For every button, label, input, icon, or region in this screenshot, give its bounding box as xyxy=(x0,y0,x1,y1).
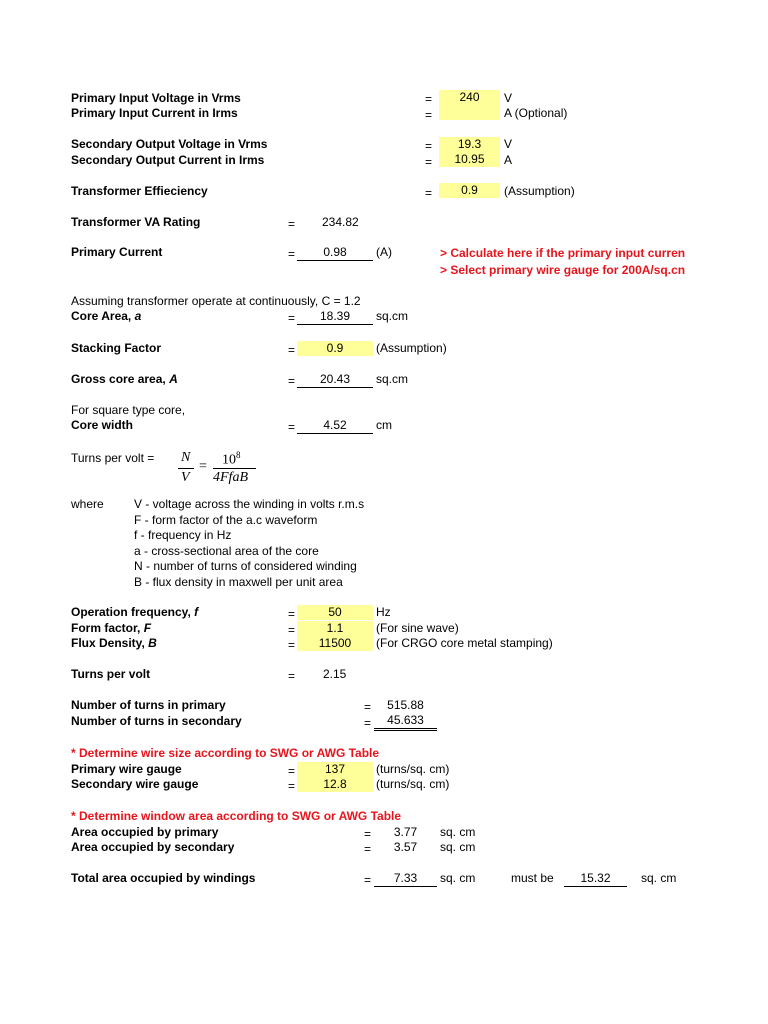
area-primary-unit: sq. cm xyxy=(440,825,476,839)
equals-sign: = xyxy=(288,420,296,434)
operation-frequency-unit: Hz xyxy=(376,605,391,619)
area-secondary-label: Area occupied by secondary xyxy=(71,840,235,854)
operation-frequency-label: Operation frequency, f xyxy=(71,605,199,619)
va-rating-value: 234.82 xyxy=(322,215,359,229)
legend-item: a - cross-sectional area of the core xyxy=(134,544,319,558)
area-primary-value: 3.77 xyxy=(393,825,418,839)
efficiency-unit: (Assumption) xyxy=(504,184,575,198)
legend-item: B - flux density in maxwell per unit area xyxy=(134,575,343,589)
assume-c-note: Assuming transformer operate at continuously, C = 1.2 xyxy=(71,294,361,308)
must-be-unit: sq. cm xyxy=(641,871,677,885)
area-primary-label: Area occupied by primary xyxy=(71,825,219,839)
secondary-voltage-label: Secondary Output Voltage in Vrms xyxy=(71,137,268,151)
secondary-voltage-input[interactable]: 19.3 xyxy=(439,137,500,152)
primary-current-calc-label: Primary Current xyxy=(71,245,163,259)
equals-sign: = xyxy=(288,638,296,652)
equals-sign: = xyxy=(288,374,296,388)
legend-item: F - form factor of the a.c waveform xyxy=(134,513,318,527)
gross-core-area-label: Gross core area, A xyxy=(71,372,178,386)
form-factor-label: Form factor, F xyxy=(71,621,152,635)
turns-per-volt-label: Turns per volt xyxy=(71,667,151,681)
formula-exponent: 8 xyxy=(236,450,241,460)
calc-primary-note: > Calculate here if the primary input curren xyxy=(440,246,686,260)
form-factor-unit: (For sine wave) xyxy=(376,621,459,635)
must-be-value: 15.32 xyxy=(564,871,627,887)
core-width-unit: cm xyxy=(376,418,392,432)
formula-equals: = xyxy=(199,459,207,474)
equals-sign: = xyxy=(288,311,296,325)
equals-sign: = xyxy=(288,247,296,261)
form-factor-input[interactable]: 1.1 xyxy=(297,621,373,636)
primary-current-unit: A (Optional) xyxy=(504,106,568,120)
equals-sign: = xyxy=(288,779,296,793)
turns-secondary-value: 45.633 xyxy=(374,713,437,731)
equals-sign: = xyxy=(288,669,296,683)
formula-fraction-bar xyxy=(213,468,256,469)
equals-sign: = xyxy=(288,607,296,621)
equals-sign: = xyxy=(425,186,433,200)
primary-voltage-label: Primary Input Voltage in Vrms xyxy=(71,91,241,105)
turns-secondary-label: Number of turns in secondary xyxy=(71,714,242,728)
flux-density-unit: (For CRGO core metal stamping) xyxy=(376,636,553,650)
select-gauge-note: > Select primary wire gauge for 200A/sq.cn xyxy=(440,263,686,277)
equals-sign: = xyxy=(364,700,372,714)
secondary-wire-gauge-unit: (turns/sq. cm) xyxy=(376,777,450,791)
efficiency-label: Transformer Effieciency xyxy=(71,184,208,198)
primary-wire-gauge-label: Primary wire gauge xyxy=(71,762,182,776)
formula-fraction-bar xyxy=(178,468,194,469)
primary-current-value: 0.98 xyxy=(297,245,373,261)
equals-sign: = xyxy=(425,155,433,169)
secondary-voltage-unit: V xyxy=(504,137,513,151)
stacking-factor-input[interactable]: 0.9 xyxy=(297,341,373,356)
va-rating-label: Transformer VA Rating xyxy=(71,215,201,229)
gross-core-area-unit: sq.cm xyxy=(376,372,409,386)
turns-per-volt-text: Turns per volt = xyxy=(71,451,155,465)
total-area-label: Total area occupied by windings xyxy=(71,871,256,885)
equals-sign: = xyxy=(364,716,372,730)
wire-size-note: * Determine wire size according to SWG or AWG Table xyxy=(71,746,380,760)
equals-sign: = xyxy=(288,764,296,778)
primary-wire-gauge-unit: (turns/sq. cm) xyxy=(376,762,450,776)
efficiency-input[interactable]: 0.9 xyxy=(439,183,500,198)
square-core-note: For square type core, xyxy=(71,403,186,417)
legend-item: N - number of turns of considered winding xyxy=(134,559,357,573)
turns-per-volt-value: 2.15 xyxy=(323,667,347,681)
primary-current-input[interactable] xyxy=(439,105,500,120)
area-secondary-unit: sq. cm xyxy=(440,840,476,854)
primary-current-calc-unit: (A) xyxy=(376,245,392,259)
turns-per-volt-formula xyxy=(178,448,398,492)
primary-wire-gauge-input[interactable]: 137 xyxy=(297,762,373,777)
core-area-unit: sq.cm xyxy=(376,309,409,323)
formula-lhs-denominator: V xyxy=(181,470,190,485)
primary-current-label: Primary Input Current in Irms xyxy=(71,106,238,120)
core-width-label: Core width xyxy=(71,418,133,432)
turns-primary-value: 515.88 xyxy=(387,698,424,712)
secondary-wire-gauge-label: Secondary wire gauge xyxy=(71,777,199,791)
total-area-unit: sq. cm xyxy=(440,871,476,885)
equals-sign: = xyxy=(288,343,296,357)
total-area-value: 7.33 xyxy=(374,871,437,887)
window-area-note: * Determine window area according to SWG or AWG Table xyxy=(71,809,402,823)
equals-sign: = xyxy=(364,827,372,841)
core-width-value: 4.52 xyxy=(297,418,373,434)
equals-sign: = xyxy=(425,139,433,153)
must-be-label: must be xyxy=(511,871,554,885)
stacking-factor-unit: (Assumption) xyxy=(376,341,447,355)
turns-primary-label: Number of turns in primary xyxy=(71,698,226,712)
secondary-wire-gauge-input[interactable]: 12.8 xyxy=(297,777,373,792)
equals-sign: = xyxy=(364,842,372,856)
formula-rhs-numerator: $10^8$ xyxy=(222,450,241,468)
where-label: where xyxy=(71,497,104,511)
primary-voltage-input[interactable]: 240 xyxy=(439,90,500,105)
legend-item: V - voltage across the winding in volts r.m.s xyxy=(134,497,365,511)
formula-lhs-numerator: N xyxy=(181,450,191,465)
equals-sign: = xyxy=(288,217,296,231)
legend-item: f - frequency in Hz xyxy=(134,528,232,542)
operation-frequency-input[interactable]: 50 xyxy=(297,605,373,620)
stacking-factor-label: Stacking Factor xyxy=(71,341,162,355)
equals-sign: = xyxy=(364,873,372,887)
secondary-current-input[interactable]: 10.95 xyxy=(439,152,500,167)
core-area-label: Core Area, a xyxy=(71,309,142,323)
gross-core-area-value: 20.43 xyxy=(297,372,373,388)
secondary-current-unit: A xyxy=(504,153,513,167)
core-area-value: 18.39 xyxy=(297,309,373,325)
equals-sign: = xyxy=(425,108,433,122)
equals-sign: = xyxy=(425,92,433,106)
primary-voltage-unit: V xyxy=(504,91,513,105)
formula-rhs-denominator: 4FfaB xyxy=(213,470,248,485)
flux-density-input[interactable]: 11500 xyxy=(297,636,373,651)
area-secondary-value: 3.57 xyxy=(393,840,418,854)
equals-sign: = xyxy=(288,623,296,637)
flux-density-label: Flux Density, B xyxy=(71,636,157,650)
secondary-current-label: Secondary Output Current in Irms xyxy=(71,153,265,167)
